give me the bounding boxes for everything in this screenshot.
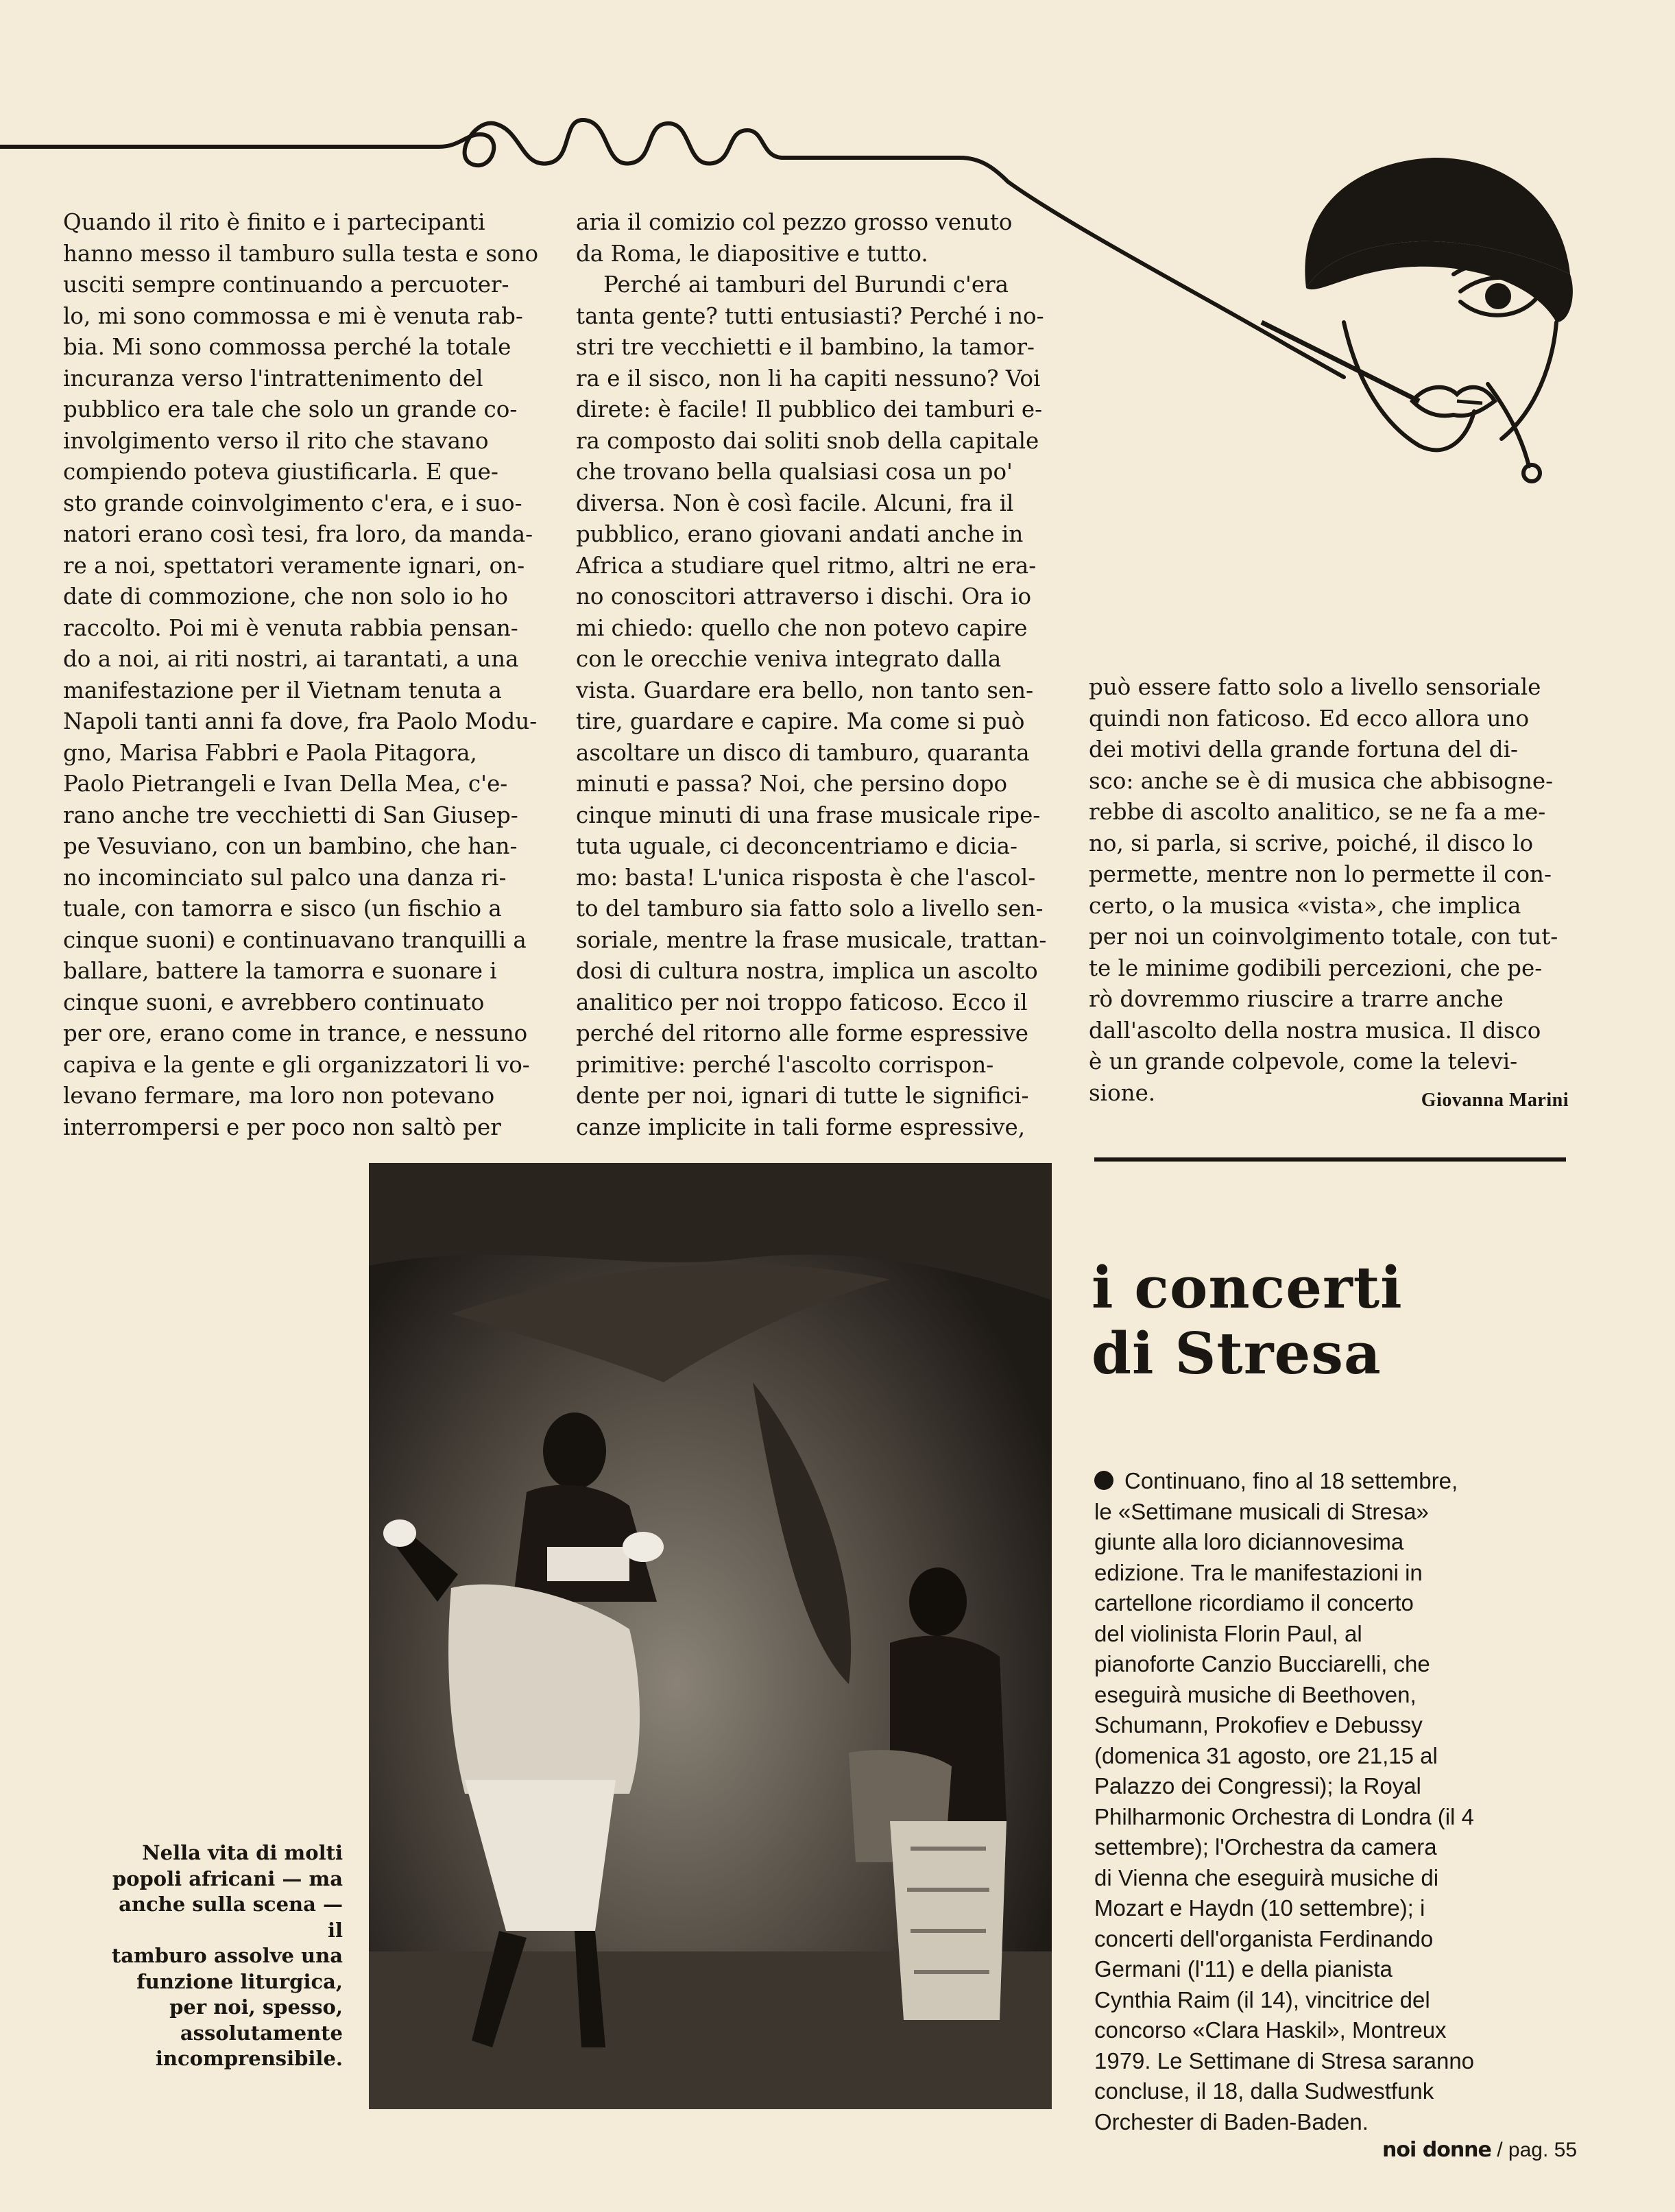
bullet-icon (1094, 1471, 1113, 1490)
article-paragraph: Perché ai tamburi del Burundi c'era tanta gente? tutti entusiasti? Perché i no- stri tre vecchietti e il bambino, la tamor- ra e il sisco, non li ha capiti nessuno? Voi direte: è facile! Il pubblico dei tamburi e- ra composto dai soliti snob della capitale che trovano bella qualsiasi cosa un po' diversa. Non è così facile. Alcuni, fra il pubblico, erano giovani andati anche in Africa a studiare quel ritmo, altri ne era- no conoscitori attraverso i dischi. Ora io mi chiedo: quello che non potevo capire con le orecchie veniva integrato dalla vista. Guardare era bello, non tanto sen- tire, guardare e capire. Ma come si può ascoltare un disco di tamburo, quaranta minuti e passa? Noi, che persino dopo cinque minuti di una frase musicale ripe- tuta uguale, ci deconcentriamo e dicia- mo: basta! L'unica risposta è che l'ascol- to del tamburo sia fatto solo a livello sen- soriale, mentre la frase musicale, trattan- dosi di cultura nostra, implica un ascolto analitico per noi troppo faticoso. Ecco il perché del ritorno alle forme espressive primitive: perché l'ascolto corrispon- dente per noi, ignari di tutte le significi- canze implicite in tali forme espressive, (576, 272, 1047, 1140)
author-byline: Giovanna Marini (1421, 1090, 1569, 1111)
magazine-name: noi donne (1382, 2138, 1491, 2162)
article-column-2 (576, 207, 1056, 1143)
article-paragraph: può essere fatto solo a livello sensoriale quindi non faticoso. Ed ecco allora uno dei motivi della grande fortuna del di- sco: anche se è di musica che abbisogne- rebbe di ascolto analitico, se ne fa a me- no, si parla, si scrive, poiché, il disco lo permette, mentre non lo permette il con- certo, o la musica «vista», che implica per noi un coinvolgimento totale, con tut- te le minime godibili percezioni, che pe- rò dovremmo riuscire a trarre anche dall'ascolto della nostra musica. Il disco è un grande colpevole, come la televi- sione. (1089, 674, 1558, 1106)
sidebar-body (1094, 1466, 1574, 2137)
page-number: pag. 55 (1508, 2139, 1577, 2161)
page-footer (1337, 2138, 1577, 2162)
article-paragraph: aria il comizio col pezzo grosso venuto da Roma, le diapositive e tutto. (576, 209, 1013, 267)
article-paragraph: Quando il rito è finito e i partecipanti hanno messo il tamburo sulla testa e sono usciti sempre continuando a percuoter- lo, mi sono commossa e mi è venuta rab- bia. Mi sono commossa perché la totale incuranza verso l'intrattenimento del pubblico era tale che solo un grande co- involgimento verso il rito che stavano compiendo poteva giustificarla. E que- sto grande coinvolgimento c'era, e i suo- natori erano così tesi, fra loro, da manda- re a noi, spettatori veramente ignari, on- date di commozione, che non solo io ho raccolto. Poi mi è venuta rabbia pensan- do a noi, ai riti nostri, ai tarantati, a una manifestazione per il Vietnam tenuta a Napoli tanti anni fa dove, fra Paolo Modu- gno, Marisa Fabbri e Paola Pitagora, Paolo Pietrangeli e Ivan Della Mea, c'e- rano anche tre vecchietti di San Giusep- pe Vesuviano, con un bambino, che han- no incominciato sul palco una danza ri- tuale, con tamorra e sisco (un fischio a cinque suoni) e continuavano tranquilli a ballare, battere la tamorra e suonare i cinque suoni, e avrebbero continuato per ore, erano come in trance, e nessuno capiva e la gente e gli organizzatori li vo- levano fermare, ma loro non potevano interrompersi e per poco non saltò per (63, 209, 539, 1140)
article-column-3 (1089, 672, 1569, 1109)
sidebar-divider (1094, 1157, 1566, 1162)
article-column-1 (63, 207, 547, 1143)
footer-separator: / (1491, 2139, 1508, 2161)
sidebar-title: i concerti di Stresa (1092, 1254, 1403, 1387)
photo-caption: Nella vita di molti popoli africani — ma anche sulla scena — il tamburo assolve una funzione liturgica, per noi, spesso, assolutamente incomprensibile. (111, 1841, 343, 2070)
sidebar-text: Continuano, fino al 18 settembre, le «Settimane musicali di Stresa» giunte alla loro diciannovesima edizione. Tra le manifestazioni in cartellone ricordiamo il concerto del violinista Florin Paul, al pianoforte Canzio Bucciarelli, che eseguirà musiche di Beethoven, Schumann, Prokofiev e Debussy (domenica 31 agosto, ore 21,15 al Palazzo dei Congressi); la Royal Philharmonic Orchestra di Londra (il 4 settembre); l'Orchestra da camera di Vienna che eseguirà musiche di Mozart e Haydn (10 settembre); i concerti dell'organista Ferdinando Germani (l'11) e della pianista Cynthia Raim (il 14), vincitrice del concorso «Clara Haskil», Montreux 1979. Le Settimane di Stresa saranno concluse, il 18, dalla Sudwestfunk Orchester di Baden-Baden. (1094, 1468, 1475, 2135)
face-outline (1344, 322, 1474, 450)
dancers-photo (369, 1163, 1052, 2109)
